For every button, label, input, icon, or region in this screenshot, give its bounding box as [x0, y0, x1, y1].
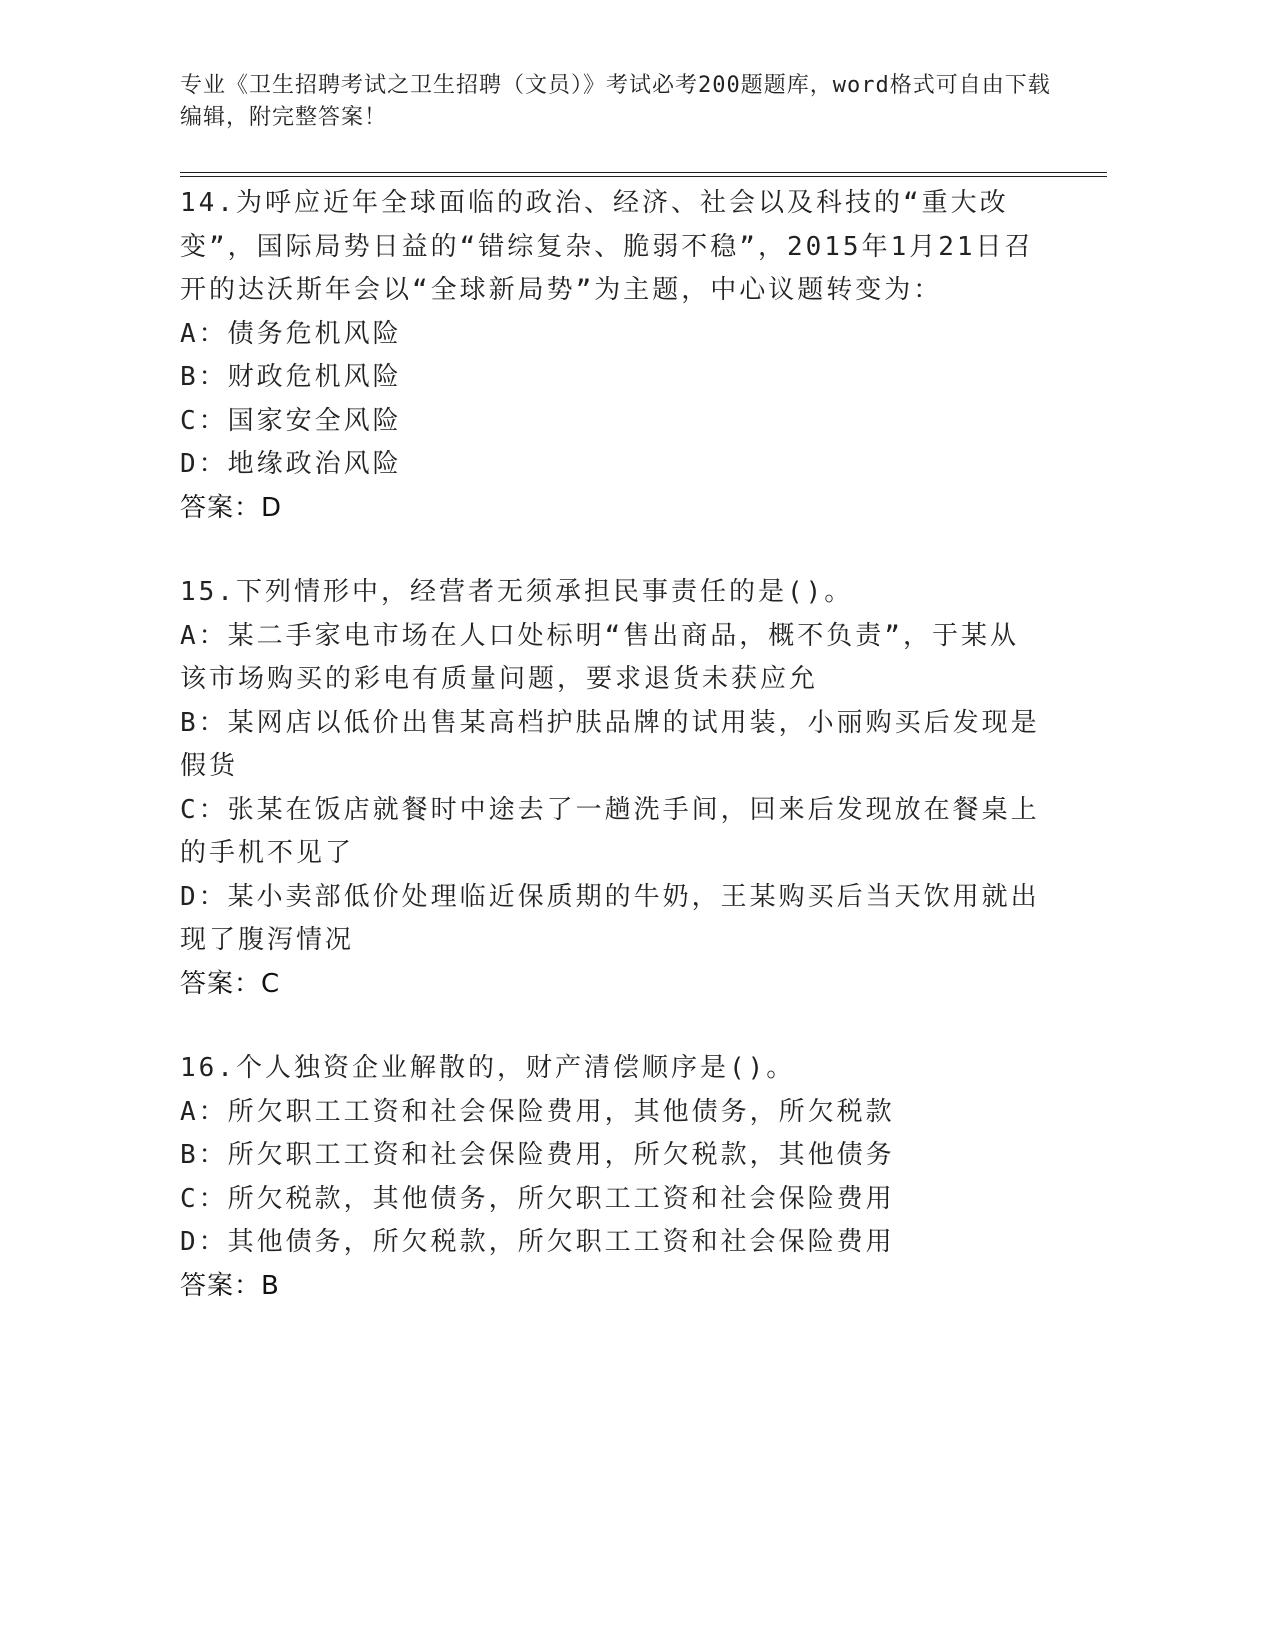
question-stem: 16.个人独资企业解散的，财产清偿顺序是()。 — [180, 1053, 796, 1083]
option-a: A：某二手家电市场在人口处标明“售出商品，概不负责”，于某从该市场购买的彩电有质量问题，要求退货未获应允 — [180, 620, 1019, 694]
option-c: C：国家安全风险 — [180, 405, 402, 436]
question-stem: 15.下列情形中，经营者无须承担民事责任的是()。 — [180, 577, 854, 607]
option-a: A：所欠职工工资和社会保险费用，其他债务，所欠税款 — [180, 1096, 895, 1127]
question-stem: 14.为呼应近年全球面临的政治、经济、社会以及科技的“重大改变”，国际局势日益的“错综复杂、脆弱不稳”，2015年1月21日召开的达沃斯年会以“全球新局势”为主题，中心议题转变为： — [180, 188, 1034, 305]
option-b: B：所欠职工工资和社会保险费用，所欠税款，其他债务 — [180, 1140, 895, 1170]
question-15 — [180, 571, 1040, 1006]
answer-label: 答案：C — [180, 968, 281, 999]
option-a: A：债务危机风险 — [180, 318, 402, 349]
option-d: D：某小卖部低价处理临近保质期的牛奶，王某购买后当天饮用就出现了腹泻情况 — [180, 881, 1040, 955]
option-d: D：其他债务，所欠税款，所欠职工工资和社会保险费用 — [180, 1227, 895, 1257]
option-c: C：张某在饭店就餐时中途去了一趟洗手间，回来后发现放在餐桌上的手机不见了 — [180, 794, 1040, 868]
question-16 — [180, 1047, 1040, 1308]
option-c: C：所欠税款，其他债务，所欠职工工资和社会保险费用 — [180, 1183, 895, 1214]
question-14 — [180, 182, 1040, 530]
option-b: B：财政危机风险 — [180, 362, 402, 392]
question-list — [180, 182, 1040, 1349]
document-header: 专业《卫生招聘考试之卫生招聘（文员）》考试必考200题题库，word格式可自由下载编辑，附完整答案！ — [180, 73, 1051, 130]
option-b: B：某网店以低价出售某高档护肤品牌的试用装，小丽购买后发现是假货 — [180, 707, 1040, 781]
answer-label: 答案：B — [180, 1270, 280, 1301]
header-divider — [180, 172, 1107, 177]
option-d: D：地缘政治风险 — [180, 449, 402, 479]
answer-label: 答案：D — [180, 492, 283, 523]
